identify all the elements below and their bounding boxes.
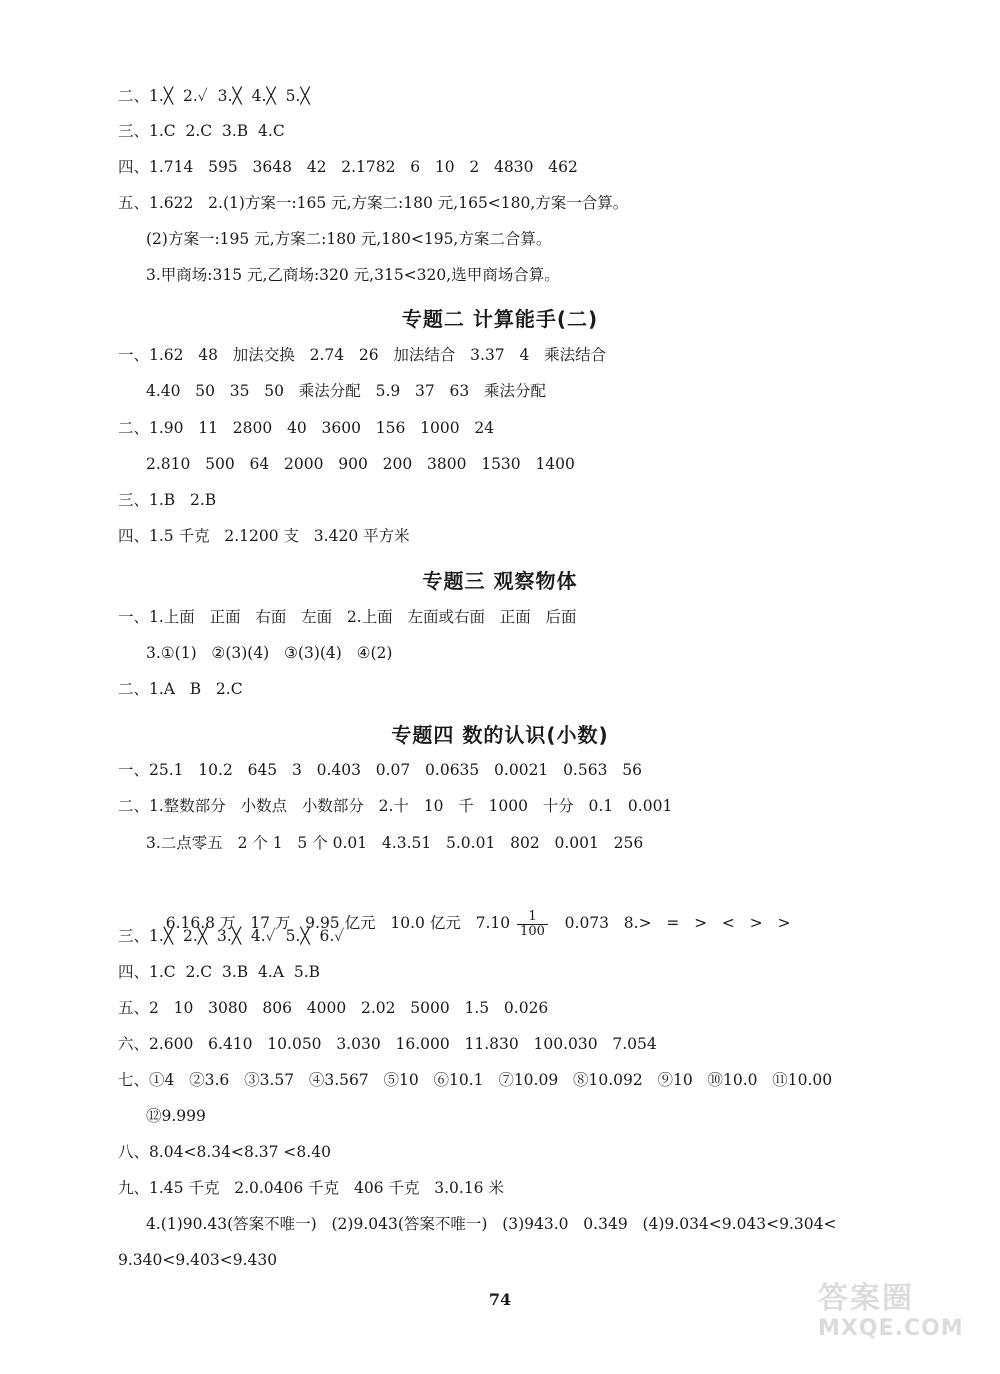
watermark-text: 答案圈	[818, 1281, 914, 1316]
answer-line: 二、1.A B 2.C	[118, 680, 243, 698]
fraction	[517, 910, 548, 939]
answer-line: 9.340<9.403<9.430	[118, 1251, 278, 1269]
watermark-logo	[818, 1282, 968, 1354]
answer-line: 4.(1)90.43(答案不唯一) (2)9.043(答案不唯一) (3)943.0 0.349 (4)9.034<9.043<9.304<	[146, 1215, 837, 1233]
section-heading: 专题三 观察物体	[422, 569, 578, 593]
answer-line: 三、1.C 2.C 3.B 4.C	[118, 122, 285, 140]
answer-line: 2.810 500 64 2000 900 200 3800 1530 1400	[146, 455, 575, 473]
answer-line: 五、2 10 3080 806 4000 2.02 5000 1.5 0.026	[118, 999, 549, 1017]
answer-line: 一、25.1 10.2 645 3 0.403 0.07 0.0635 0.0021 0.563 56	[118, 761, 642, 779]
answer-line: (2)方案一:195 元,方案二:180 元,180<195,方案二合算。	[146, 230, 552, 248]
section-heading: 专题二 计算能手(二)	[401, 307, 599, 331]
page-number: 74	[488, 1290, 512, 1309]
answer-line: 八、8.04<8.34<8.37 <8.40	[118, 1143, 331, 1161]
watermark-url: MXQE.COM	[818, 1316, 964, 1341]
answer-line: 二、1.╳ 2.✓ 3.╳ 4.╳ 5.╳	[118, 87, 310, 105]
fraction-numerator: 1	[517, 910, 548, 925]
answer-line: 三、1.╳ 2.╳ 3.╳ 4.✓ 5.╳ 6.✓	[118, 927, 345, 945]
answer-line: 3.甲商场:315 元,乙商场:320 元,315<320,选甲商场合算。	[146, 266, 560, 284]
answer-line: 四、1.C 2.C 3.B 4.A 5.B	[118, 963, 321, 981]
answer-line: 五、1.622 2.(1)方案一:165 元,方案二:180 元,165<180,方案一合算。	[118, 194, 629, 212]
answer-line-part: 0.073 8.> = > < > >	[549, 914, 791, 932]
answer-line	[146, 872, 790, 974]
answer-line: 三、1.B 2.B	[118, 491, 217, 509]
answer-line: 七、①4 ②3.6 ③3.57 ④3.567 ⑤10 ⑥10.1 ⑦10.09 ⑧10.092 ⑨10 ⑩10.0 ⑪10.00	[118, 1071, 833, 1089]
answer-line: 一、1.62 48 加法交换 2.74 26 加法结合 3.37 4 乘法结合	[118, 346, 607, 364]
answer-line-part: 6.16.8 万 17 万 9.95 亿元 10.0 亿元 7.10	[165, 914, 516, 932]
fraction-denominator: 100	[520, 923, 545, 939]
answer-line: 四、1.714 595 3648 42 2.1782 6 10 2 4830 462	[118, 158, 578, 176]
answer-line: ⑫9.999	[146, 1107, 206, 1125]
answer-line: 一、1.上面 正面 右面 左面 2.上面 左面或右面 正面 后面	[118, 608, 577, 626]
section-heading: 专题四 数的认识(小数)	[391, 723, 609, 747]
answer-line: 二、1.90 11 2800 40 3600 156 1000 24	[118, 419, 495, 437]
answer-line: 二、1.整数部分 小数点 小数部分 2.十 10 千 1000 十分 0.1 0.001	[118, 797, 673, 815]
answer-line: 3.二点零五 2 个 1 5 个 0.01 4.3.51 5.0.01 802 0.001 256	[146, 834, 644, 852]
answer-line: 六、2.600 6.410 10.050 3.030 16.000 11.830 100.030 7.054	[118, 1035, 657, 1053]
answer-line: 四、1.5 千克 2.1200 支 3.420 平方米	[118, 527, 410, 545]
answer-line: 九、1.45 千克 2.0.0406 千克 406 千克 3.0.16 米	[118, 1179, 504, 1197]
answer-line: 3.①(1) ②(3)(4) ③(3)(4) ④(2)	[146, 644, 393, 662]
answer-line: 4.40 50 35 50 乘法分配 5.9 37 63 乘法分配	[146, 382, 547, 400]
